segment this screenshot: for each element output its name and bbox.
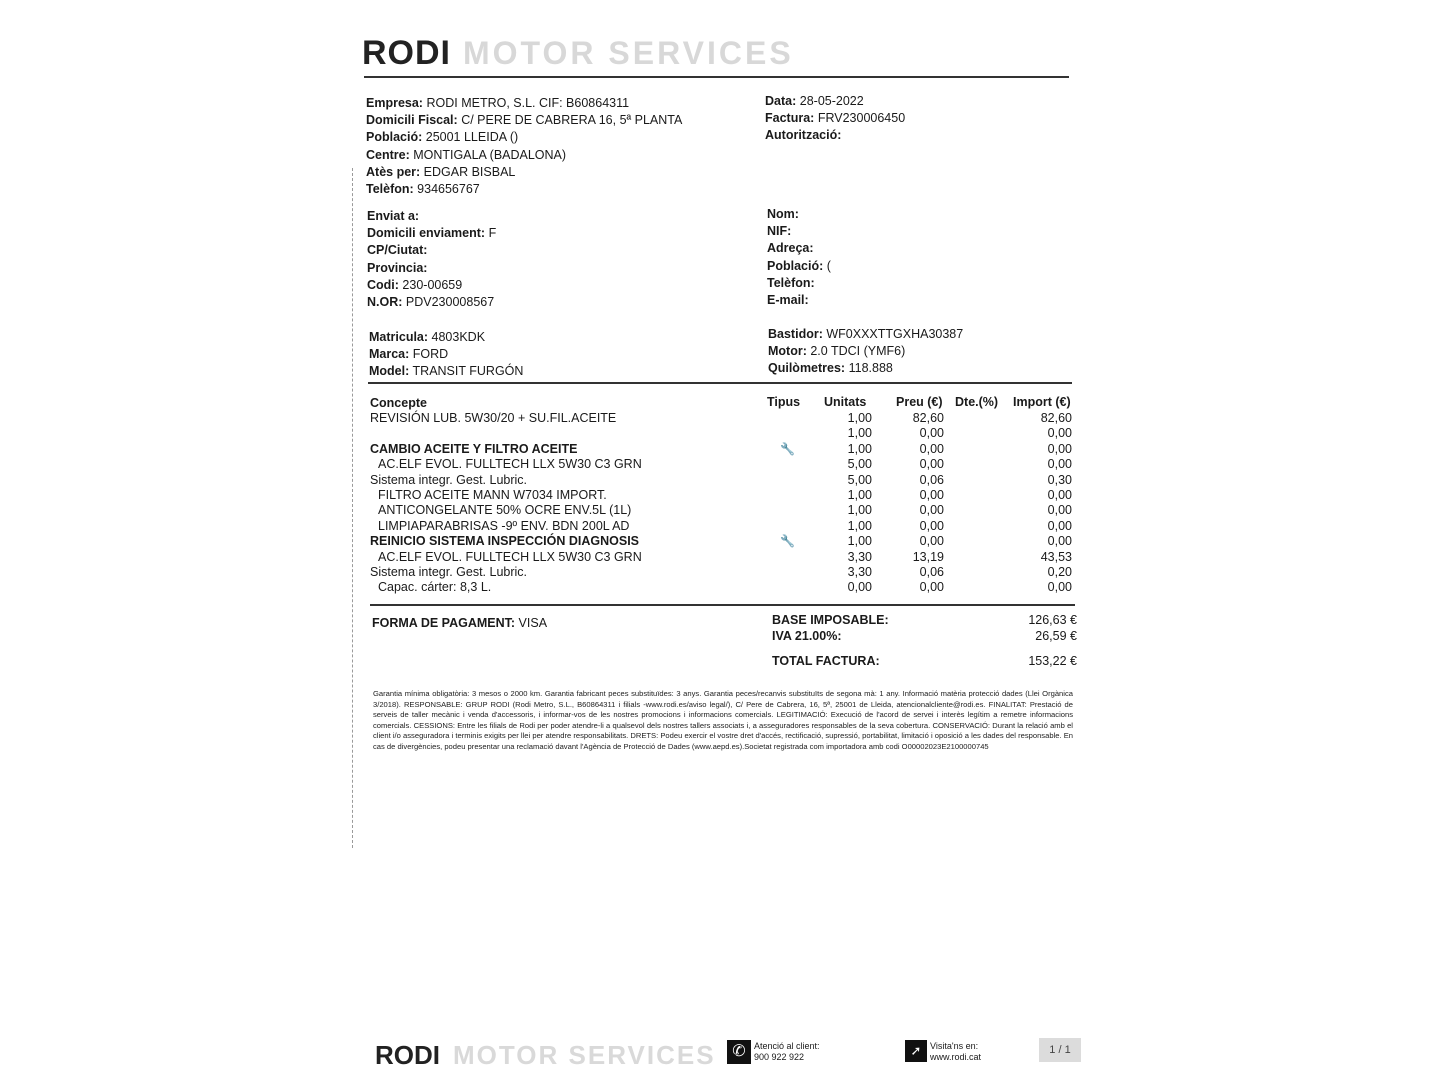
table-row	[370, 580, 1075, 595]
footer	[375, 1036, 1085, 1076]
client-info	[767, 206, 831, 309]
invoice-number: Factura: FRV230006450	[765, 111, 906, 126]
item-description: FILTRO ACEITE MANN W7034 IMPORT.	[378, 487, 607, 502]
table-row	[370, 442, 1075, 457]
phone-icon: ✆	[727, 1040, 751, 1064]
item-description: CAMBIO ACEITE Y FILTRO ACEITE	[370, 441, 578, 456]
item-units: 1,00	[847, 487, 872, 502]
totals-box	[772, 613, 1077, 670]
item-units: 1,00	[847, 534, 872, 549]
footer-brand-rodi: RODI	[375, 1040, 440, 1070]
item-description: ANTICONGELANTE 50% OCRE ENV.5L (1L)	[378, 503, 632, 518]
shipping-row: Provincia:	[367, 260, 428, 275]
vehicle-info-right	[768, 326, 963, 378]
item-amount: 0,00	[1047, 441, 1072, 456]
vehicle-engine: Motor: 2.0 TDCI (YMF6)	[768, 344, 906, 359]
table-header	[370, 396, 1075, 411]
vehicle-chassis: Bastidor: WF0XXXTTGXHA30387	[768, 327, 964, 341]
item-amount: 82,60	[1040, 411, 1072, 425]
wrench-icon: 🔧	[780, 534, 795, 549]
col-tipus: Tipus	[767, 395, 801, 409]
item-description: Capac. cárter: 8,3 L.	[378, 580, 492, 595]
item-description: AC.ELF EVOL. FULLTECH LLX 5W30 C3 GRN	[378, 457, 642, 472]
company-row: Telèfon: 934656767	[366, 182, 480, 197]
shipping-row: CP/Ciutat:	[367, 243, 428, 258]
table-row	[370, 426, 1075, 441]
table-row	[370, 457, 1075, 472]
invoice-meta	[765, 93, 905, 145]
table-row	[370, 488, 1075, 503]
item-description: Sistema integr. Gest. Lubric.	[370, 564, 528, 579]
item-price: 0,00	[919, 487, 944, 502]
item-price: 0,00	[919, 441, 944, 456]
item-price: 0,00	[919, 518, 944, 533]
client-row: E-mail:	[767, 293, 809, 308]
item-amount: 0,00	[1047, 534, 1072, 549]
item-units: 5,00	[847, 457, 872, 472]
item-amount: 0,00	[1047, 580, 1072, 595]
company-row: Atès per: EDGAR BISBAL	[366, 164, 516, 179]
client-row: NIF:	[767, 224, 792, 239]
legal-notice: Garantia mínima obligatòria: 3 mesos o 2000 km. Garantia fabricant peces substituïdes: 3 anys. Garantia peces/recanvis substituïts de segona mà: 1 any. Informació matèria protecció dades (Llei Orgànica 3/2018). RESPONSABLE: GRUP RODI (Rodi Metro, S.L., B60864311 i filials -www.rodi.es/aviso legal/), C/ Pere de Cabrera, 16, 5ª, 25001 de Lleida, atencionalcliente@rodi.es. FINALITAT: Prestació de serveis de taller mecànic i venda d'accessoris, i informar-vos de les nostres promocions i informacions comercials. LEGITIMACIÓ: Execució de l'acord de servei i interès legítim a remetre informacions comercials. CESSIONS: Entre les filials de Rodi per poder atendre-li a qualsevol dels nostres tallers associats i, a asseguradores responsables de la seva cobertura. CONSERVACIÓ: Durant la relació amb el client i/o asseguradora i terminis exigits per llei per atendre responsabilitats. DRETS: Podeu exercir el vostre dret d'accés, rectificació, supressió, portabilitat, limitació i oposició a les dades del responsable. En cas de divergències, podeu presentar una reclamació davant l'Agència de Protecció de Dades (www.aepd.es).Societat registrada com importadora amb codi O00002023E2100000745	[373, 689, 1073, 751]
footer-attention: Atenció al client: 900 922 922	[754, 1041, 820, 1062]
item-units: 0,00	[847, 580, 872, 595]
page-number: 1 / 1	[1039, 1038, 1081, 1062]
cursor-icon: ➚	[905, 1040, 927, 1062]
table-row	[370, 550, 1075, 565]
client-row: Telèfon:	[767, 275, 815, 290]
table-row	[370, 519, 1075, 534]
shipping-row: Domicili enviament: F	[367, 226, 497, 241]
item-units: 3,30	[847, 549, 872, 564]
item-description: LIMPIAPARABRISAS -9º ENV. BDN 200L AD	[378, 518, 630, 533]
table-row	[370, 411, 1075, 426]
client-row: Població: (	[767, 258, 831, 273]
client-row: Adreça:	[767, 241, 814, 256]
line-items-table	[370, 396, 1075, 596]
item-price: 13,19	[912, 549, 944, 564]
vehicle-info-left	[369, 329, 523, 381]
brand-rodi: RODI	[362, 34, 451, 72]
shipping-row: Enviat a:	[367, 209, 420, 223]
table-row	[370, 473, 1075, 488]
col-import: Import (€)	[1013, 395, 1071, 409]
base-imposable-row: BASE IMPOSABLE: 126,63 €	[772, 613, 1077, 627]
table-row	[370, 503, 1075, 518]
shipping-info	[367, 208, 496, 311]
item-price: 0,00	[919, 457, 944, 472]
col-preu: Preu (€)	[896, 395, 943, 409]
item-amount: 43,53	[1040, 549, 1072, 564]
item-amount: 0,20	[1047, 564, 1072, 579]
item-units: 3,30	[847, 564, 872, 579]
table-row	[370, 534, 1075, 549]
brand-motor-services: MOTOR SERVICES	[463, 35, 794, 71]
header-logo	[362, 34, 794, 74]
item-units: 1,00	[847, 441, 872, 456]
item-price: 82,60	[912, 411, 944, 425]
col-dte: Dte.(%)	[955, 395, 999, 409]
table-top-divider	[368, 382, 1072, 384]
item-amount: 0,00	[1047, 503, 1072, 518]
company-info	[366, 95, 682, 198]
table-bottom-divider	[370, 604, 1075, 606]
item-price: 0,06	[919, 564, 944, 579]
company-row: Domicili Fiscal: C/ PERE DE CABRERA 16, 5ª PLANTA	[366, 113, 683, 128]
company-row: Centre: MONTIGALA (BADALONA)	[366, 147, 567, 162]
item-price: 0,00	[919, 580, 944, 595]
vehicle-model: Model: TRANSIT FURGÓN	[369, 364, 524, 379]
company-row: Empresa: RODI METRO, S.L. CIF: B60864311	[366, 96, 630, 110]
item-amount: 0,00	[1047, 426, 1072, 441]
company-row: Població: 25001 LLEIDA ()	[366, 130, 519, 145]
item-price: 0,00	[919, 426, 944, 441]
item-price: 0,00	[919, 503, 944, 518]
item-price: 0,06	[919, 472, 944, 487]
item-description: Sistema integr. Gest. Lubric.	[370, 472, 528, 487]
left-perforation-line	[352, 168, 353, 848]
col-concept: Concepte	[370, 396, 427, 410]
total-factura-row: TOTAL FACTURA: 153,22 €	[772, 654, 1077, 668]
item-units: 1,00	[847, 411, 872, 425]
shipping-row: Codi: 230-00659	[367, 277, 463, 292]
payment-method: FORMA DE PAGAMENT: VISA	[372, 616, 548, 630]
item-amount: 0,00	[1047, 487, 1072, 502]
invoice-authorization: Autorització:	[765, 128, 842, 143]
client-row: Nom:	[767, 207, 799, 221]
item-amount: 0,00	[1047, 518, 1072, 533]
col-unitats: Unitats	[824, 395, 867, 409]
vehicle-mileage: Quilòmetres: 118.888	[768, 361, 893, 376]
vehicle-brand: Marca: FORD	[369, 347, 449, 362]
item-price: 0,00	[919, 534, 944, 549]
shipping-row: N.OR: PDV230008567	[367, 295, 495, 310]
iva-row: IVA 21.00%: 26,59 €	[772, 629, 1077, 643]
item-units: 1,00	[847, 503, 872, 518]
item-units: 1,00	[847, 426, 872, 441]
item-units: 5,00	[847, 472, 872, 487]
item-description: AC.ELF EVOL. FULLTECH LLX 5W30 C3 GRN	[378, 549, 642, 564]
vehicle-plate: Matricula: 4803KDK	[369, 330, 486, 344]
item-description: REVISIÓN LUB. 5W30/20 + SU.FIL.ACEITE	[370, 411, 617, 425]
footer-brand-motor-services: MOTOR SERVICES	[453, 1040, 716, 1070]
table-row	[370, 565, 1075, 580]
item-amount: 0,00	[1047, 457, 1072, 472]
item-amount: 0,30	[1047, 472, 1072, 487]
item-units: 1,00	[847, 518, 872, 533]
footer-website: Visita'ns en: www.rodi.cat	[930, 1041, 982, 1062]
table-body	[370, 411, 1075, 596]
item-description: REINICIO SISTEMA INSPECCIÓN DIAGNOSIS	[370, 534, 640, 549]
wrench-icon: 🔧	[780, 441, 795, 456]
header-divider	[364, 76, 1069, 78]
invoice-date: Data: 28-05-2022	[765, 94, 864, 108]
